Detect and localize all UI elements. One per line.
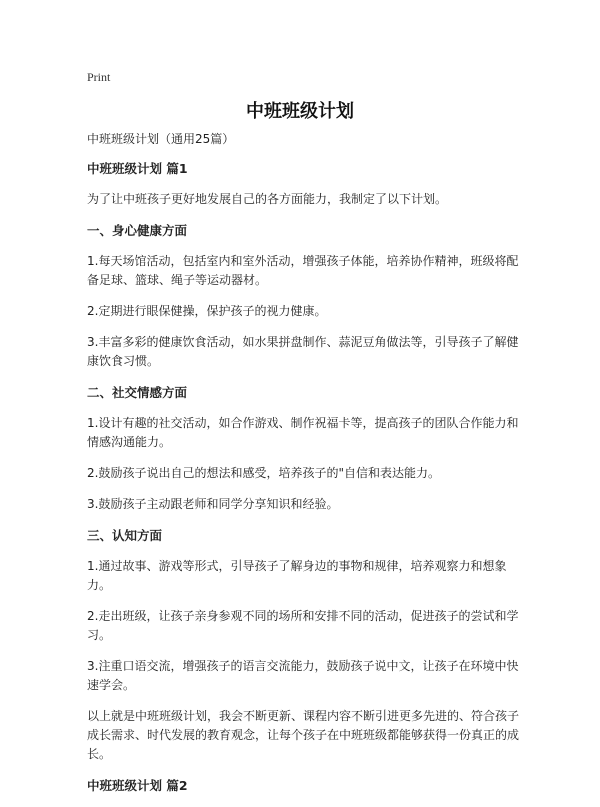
article-1-heading: 中班班级计划 篇1 (87, 161, 188, 176)
section-2-paragraph-2: 2.鼓励孩子说出自己的想法和感受，培养孩子的"自信和表达能力。 (87, 466, 440, 480)
section-1-paragraph-2: 2.定期进行眼保健操，保护孩子的视力健康。 (87, 304, 327, 318)
section-1-paragraph-3: 3.丰富多彩的健康饮食活动，如水果拼盘制作、蒜泥豆角做法等，引导孩子了解健康饮食习惯。 (87, 335, 519, 368)
article-1-intro: 为了让中班孩子更好地发展自己的各方面能力，我制定了以下计划。 (87, 192, 448, 206)
print-label: Print (87, 70, 111, 84)
document-body (87, 130, 527, 807)
section-2-paragraph-3: 3.鼓励孩子主动跟老师和同学分享知识和经验。 (87, 497, 339, 511)
section-1-heading: 一、身心健康方面 (87, 223, 188, 238)
document-subtitle: 中班班级计划（通用25篇） (87, 132, 235, 146)
section-2-paragraph-1: 1.设计有趣的社交活动，如合作游戏、制作祝福卡等，提高孩子的团队合作能力和情感沟通能力。 (87, 416, 519, 449)
article-2-heading: 中班班级计划 篇2 (87, 778, 188, 793)
section-3-paragraph-1: 1.通过故事、游戏等形式，引导孩子了解身边的事物和规律，培养观察力和想象力。 (87, 559, 507, 592)
section-3-heading: 三、认知方面 (87, 528, 163, 543)
section-3-paragraph-2: 2.走出班级，让孩子亲身参观不同的场所和安排不同的活动，促进孩子的尝试和学习。 (87, 609, 519, 642)
section-3-paragraph-3: 3.注重口语交流，增强孩子的语言交流能力，鼓励孩子说中文，让孩子在环境中快速学会。 (87, 659, 519, 692)
page-title: 中班班级计划 (246, 101, 354, 122)
section-1-paragraph-1: 1.每天场馆活动，包括室内和室外活动，增强孩子体能，培养协作精神，班级将配备足球、篮球、绳子等运动器材。 (87, 254, 519, 287)
conclusion-paragraph: 以上就是中班班级计划，我会不断更新、课程内容不断引进更多先进的、符合孩子成长需求、时代发展的教育观念，让每个孩子在中班班级都能够获得一份真正的成长。 (87, 709, 520, 761)
section-2-heading: 二、社交情感方面 (87, 385, 188, 400)
